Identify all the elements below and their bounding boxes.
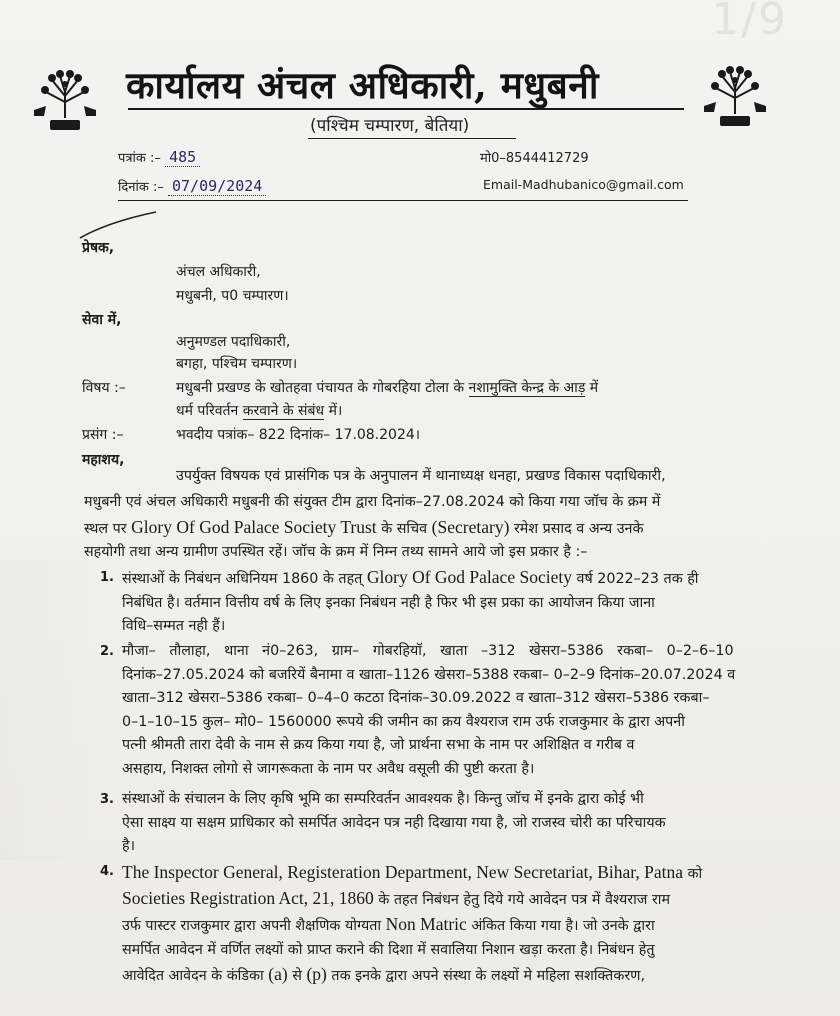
- point-1-line-3: विधि–सम्मत नही हैं।: [122, 618, 226, 634]
- point-4-non-matric: Non Matric: [385, 914, 467, 934]
- point-3-number: 3.: [100, 792, 114, 807]
- subject-line-1: [176, 378, 776, 397]
- paper-fold-shadow: [0, 560, 100, 860]
- point-4-act-name: Societies Registration Act, 21, 1860: [122, 888, 374, 908]
- page-counter: 1/9: [711, 0, 788, 45]
- bihar-emblem-left-icon: [32, 66, 98, 136]
- subject-line-2: [176, 401, 342, 420]
- subtitle-underline: [308, 138, 516, 139]
- sender-line-1: अंचल अधिकारी,: [176, 264, 261, 280]
- mobile-number: मो0–8544412729: [480, 151, 589, 166]
- point-3-line-3: है।: [122, 838, 136, 854]
- intro-text-3c: रमेश प्रसाद व अन्य उनके: [509, 521, 644, 537]
- point-4-clause-p: (p): [306, 964, 327, 984]
- bihar-emblem-right-icon: [702, 62, 768, 132]
- point-4-text-5a: आवेदित आवेदन के कंडिका: [122, 968, 269, 984]
- point-2-line-4: 0–1–10–15 कुल– मो0– 1560000 रूपये की जमीन का क्रय वैश्यराज राम उर्फ राजकुमार के द्वारा अपनी: [122, 713, 685, 730]
- point-1: [100, 566, 699, 639]
- letter-number-value: 485: [165, 148, 200, 167]
- subject-text-1a: मधुबनी प्रखण्ड के खोतहवा पंचायत के गोबरहिया टोला के: [176, 380, 469, 396]
- date-label: दिनांक :–: [118, 180, 164, 195]
- point-1-number: 1.: [100, 570, 114, 585]
- point-1-text-1a: संस्थाओं के निबंधन अधिनियम 1860 के तहत्: [122, 571, 367, 587]
- intro-text-3b: के सचिव: [376, 521, 432, 537]
- point-2-line-1: मौजा– तौलाहा, थाना नं0–263, ग्राम– गोबरहियॉ, खाता –312 खेसरा–5386 रकबा– 0–2–6–10: [122, 643, 734, 659]
- office-title: कार्यालय अंचल अधिकारी, मधुबनी: [126, 63, 599, 107]
- subject-label: विषय :–: [82, 380, 126, 396]
- point-1-line-2: निबंधित है। वर्तमान वित्तीय वर्ष के लिए इनका निबंधन नही है फिर भी इस प्रका का आयोजन किया जाना: [122, 594, 655, 611]
- recipient-line-1: अनुमण्डल पदाधिकारी,: [176, 334, 291, 350]
- subject-text-2a: धर्म परिवर्तन: [176, 403, 243, 419]
- intro-text-3a: स्थल पर: [84, 521, 132, 537]
- point-2-line-2: दिनांक–27.05.2024 को बजरियें बैनामा व खाता–1126 खेसरा–5388 रकबा– 0–2–9 दिनांक–20.07.2024 व: [122, 666, 736, 683]
- district-subtitle: (पश्चिम चम्पारण, बेतिया): [310, 116, 470, 136]
- point-4-text-3a: उर्फ पास्टर राजकुमार द्वारा अपनी शैक्षणिक योग्यता: [122, 918, 386, 934]
- intro-society-name: Glory Of God Palace Society Trust: [131, 517, 377, 537]
- point-4-line-1: [122, 860, 702, 886]
- point-1-line-1: [122, 566, 699, 592]
- sender-line-2: मधुबनी, प0 चम्पारण।: [176, 288, 289, 304]
- point-4-inspector-general: The Inspector General, Registeration Department, New Secretariat, Bihar, Patna: [122, 862, 684, 882]
- intro-secretary: (Secretary): [431, 517, 510, 537]
- point-4: [100, 860, 703, 988]
- point-4-text-5b: से: [287, 968, 307, 984]
- recipient-label: सेवा में,: [82, 312, 122, 328]
- point-4-number: 4.: [100, 864, 114, 879]
- date-row: [118, 177, 266, 195]
- point-3-line-1: संस्थाओं के संचालन के लिए कृषि भूमि का सम्परिवर्तन आवश्यक है। किन्तु जॉच में इनके द्वारा कोई भी: [122, 791, 644, 807]
- point-4-line-4: समर्पित आवेदन में वर्णित लक्ष्यों को प्राप्त कराने की दिशा में सवालिया निशान खड़ा करता है। निबंधन हेतु: [122, 942, 655, 958]
- point-4-clause-a: (a): [268, 964, 288, 984]
- point-4-line-3: [122, 912, 702, 938]
- date-value: 07/09/2024: [168, 177, 266, 196]
- point-3: [100, 788, 666, 859]
- point-4-text-1b: को: [683, 866, 703, 882]
- point-2-line-3: खाता–312 खेसरा–5386 रकबा– 0–4–0 कटठा दिनांक–30.09.2022 व खाता–312 खेसरा–5386 रकबा–: [122, 690, 710, 706]
- reference-text: भवदीय पत्रांक– 822 दिनांक– 17.08.2024।: [176, 427, 421, 443]
- intro-line-2: मधुबनी एवं अंचल अधिकारी मधुबनी की संयुक्त टीम द्वारा दिनांक–27.08.2024 को किया गया जॉच के क्रम में: [84, 494, 661, 510]
- letter-number-label: पत्रांक :–: [118, 151, 161, 166]
- letter-number-row: [118, 148, 200, 166]
- salutation: महाशय,: [82, 452, 125, 468]
- subject-text-1b: नशामुक्ति केन्द्र के आड़: [468, 380, 586, 396]
- recipient-line-2: बगहा, पश्चिम चम्पारण।: [176, 356, 298, 372]
- intro-line-1: उपर्युक्त विषयक एवं प्रासंगिक पत्र के अनुपालन में थानाध्यक्ष धनहा, प्रखण्ड विकास पदाधिकारी,: [176, 468, 666, 484]
- header-rule: [118, 200, 688, 201]
- subject-text-2b: करवाने के संबंध: [242, 403, 325, 419]
- point-2-number: 2.: [100, 644, 114, 659]
- point-1-text-1b: वर्ष 2022–23 तक ही: [571, 571, 699, 587]
- title-underline: [128, 108, 684, 110]
- point-4-line-5: [122, 962, 702, 988]
- intro-line-4: सहयोगी तथा अन्य ग्रामीण उपस्थित रहें। जॉच के क्रम में निम्न तथ्य सामने आये जो इस प्रकार है :–: [84, 544, 588, 560]
- subject-text-1c: में: [585, 380, 599, 396]
- reference-label: प्रसंग :–: [82, 427, 124, 443]
- point-3-line-2: ऐसा साक्ष्य या सक्षम प्राधिकार को समर्पित आवेदन पत्र नही दिखाया गया है, जो राजस्व चोरी का परिचायक: [122, 814, 666, 831]
- point-1-society: Glory Of God Palace Society: [366, 567, 572, 587]
- intro-line-3: [84, 515, 643, 541]
- point-4-text-2b: के तहत निबंधन हेतु दिये गये आवेदन पत्र में वैश्यराज राम: [373, 892, 671, 908]
- sender-label: प्रेषक,: [82, 240, 115, 256]
- point-4-text-3b: अंकित किया गया है। जो उनके द्वारा: [466, 918, 655, 934]
- point-2-line-6: असहाय, निशक्त लोगो से जागरूकता के नाम पर अवैध वसूली की पुष्टी करता है।: [122, 760, 535, 777]
- point-2-line-5: पत्नी श्रीमती तारा देवी के नाम से क्रय किया गया है, जो प्रार्थना सभा के नाम पर अशिक्षित व गरीब व: [122, 737, 635, 753]
- point-4-line-2: [122, 886, 702, 912]
- point-2: [100, 640, 736, 781]
- point-4-text-5c: तक इनके द्वारा अपने संस्था के लक्ष्यों मे महिला सशक्तिकरण,: [326, 968, 646, 984]
- email-address: Email-Madhubanico@gmail.com: [483, 177, 684, 192]
- subject-text-2c: में।: [324, 403, 343, 419]
- pen-mark-icon: [78, 210, 158, 240]
